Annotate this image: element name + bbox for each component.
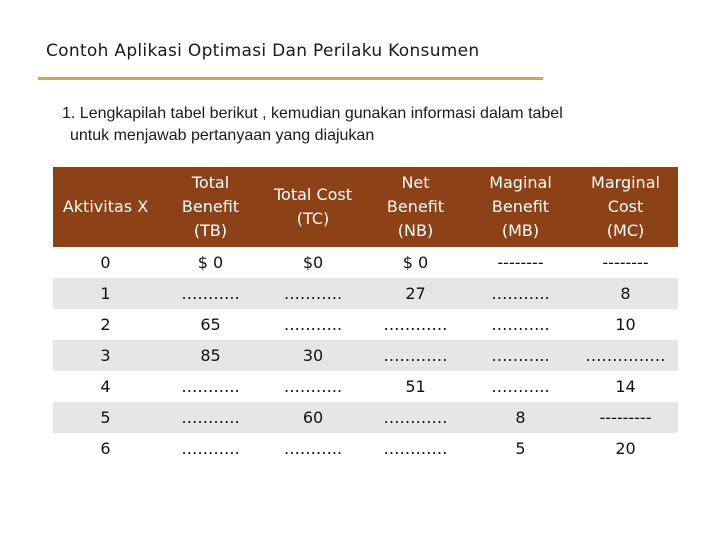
header-line: (MC) [606, 221, 645, 240]
table-cell: ……….. [468, 278, 573, 309]
table-cell: ……….. [263, 433, 363, 464]
header-line: (TC) [296, 209, 330, 228]
table-row [53, 340, 678, 371]
table-cell: 5 [468, 433, 573, 464]
table-cell: ……….. [468, 371, 573, 402]
table-cell: 14 [573, 371, 678, 402]
table-cell: 4 [53, 371, 158, 402]
table-row [53, 278, 678, 309]
table-cell: ……….. [158, 278, 263, 309]
table-cell: 8 [468, 402, 573, 433]
table-cell: 27 [363, 278, 468, 309]
table-cell: ……….. [158, 402, 263, 433]
header-line: (TB) [193, 221, 228, 240]
table-cell: ……….. [468, 309, 573, 340]
table-cell: ……….. [263, 309, 363, 340]
table-cell: $ 0 [363, 247, 468, 278]
header-marginal-cost [573, 167, 678, 247]
table-cell: 10 [573, 309, 678, 340]
table-cell: ……….. [263, 278, 363, 309]
instruction-line-1: 1. Lengkapilah tabel berikut , kemudian gunakan informasi dalam tabel [62, 105, 563, 122]
table-cell: $0 [263, 247, 363, 278]
header-total-cost [263, 167, 363, 247]
table-cell: --------- [573, 402, 678, 433]
instruction-line-2: untuk menjawab pertanyaan yang diajukan [70, 127, 375, 144]
header-line: Net [401, 173, 430, 192]
table-cell: ……….. [158, 433, 263, 464]
table-header-row [53, 167, 678, 247]
table-cell: 60 [263, 402, 363, 433]
table-cell: ………… [363, 309, 468, 340]
table-cell: ………… [363, 340, 468, 371]
header-line: (MB) [501, 221, 540, 240]
table-cell: 51 [363, 371, 468, 402]
table-cell: 30 [263, 340, 363, 371]
table-body [53, 247, 678, 464]
header-line: Total [191, 173, 230, 192]
table-cell: ………… [363, 402, 468, 433]
table-row [53, 433, 678, 464]
header-line: Benefit [491, 197, 550, 216]
table-row [53, 309, 678, 340]
table-cell: 0 [53, 247, 158, 278]
header-marginal-benefit [468, 167, 573, 247]
table-cell: 2 [53, 309, 158, 340]
table-cell: …………… [573, 340, 678, 371]
table-cell: 20 [573, 433, 678, 464]
table-row [53, 247, 678, 278]
title-underline [38, 77, 543, 80]
table-cell: ……….. [158, 371, 263, 402]
header-total-benefit [158, 167, 263, 247]
table-row [53, 371, 678, 402]
table-cell: 65 [158, 309, 263, 340]
table-cell: $ 0 [158, 247, 263, 278]
table-cell: 6 [53, 433, 158, 464]
header-aktivitas-x [53, 167, 158, 247]
table-cell: 3 [53, 340, 158, 371]
header-line: Benefit [386, 197, 445, 216]
table-row [53, 402, 678, 433]
header-line: Maginal [489, 173, 552, 192]
header-line: Aktivitas X [62, 197, 149, 216]
table-cell: ………… [363, 433, 468, 464]
table-cell: 8 [573, 278, 678, 309]
table-cell: ……….. [263, 371, 363, 402]
instruction-text [62, 103, 662, 147]
header-line: Cost [607, 197, 644, 216]
header-line: Benefit [181, 197, 240, 216]
consumer-table [53, 167, 678, 464]
header-line: Marginal [591, 173, 660, 192]
header-net-benefit [363, 167, 468, 247]
header-line: Total Cost [273, 185, 353, 204]
table-cell: 85 [158, 340, 263, 371]
table-cell: 5 [53, 402, 158, 433]
table-cell: -------- [573, 247, 678, 278]
table-cell: -------- [468, 247, 573, 278]
table-cell: 1 [53, 278, 158, 309]
table-cell: ……….. [468, 340, 573, 371]
header-line: (NB) [397, 221, 434, 240]
slide-title: Contoh Aplikasi Optimasi Dan Perilaku Konsumen [46, 41, 480, 61]
